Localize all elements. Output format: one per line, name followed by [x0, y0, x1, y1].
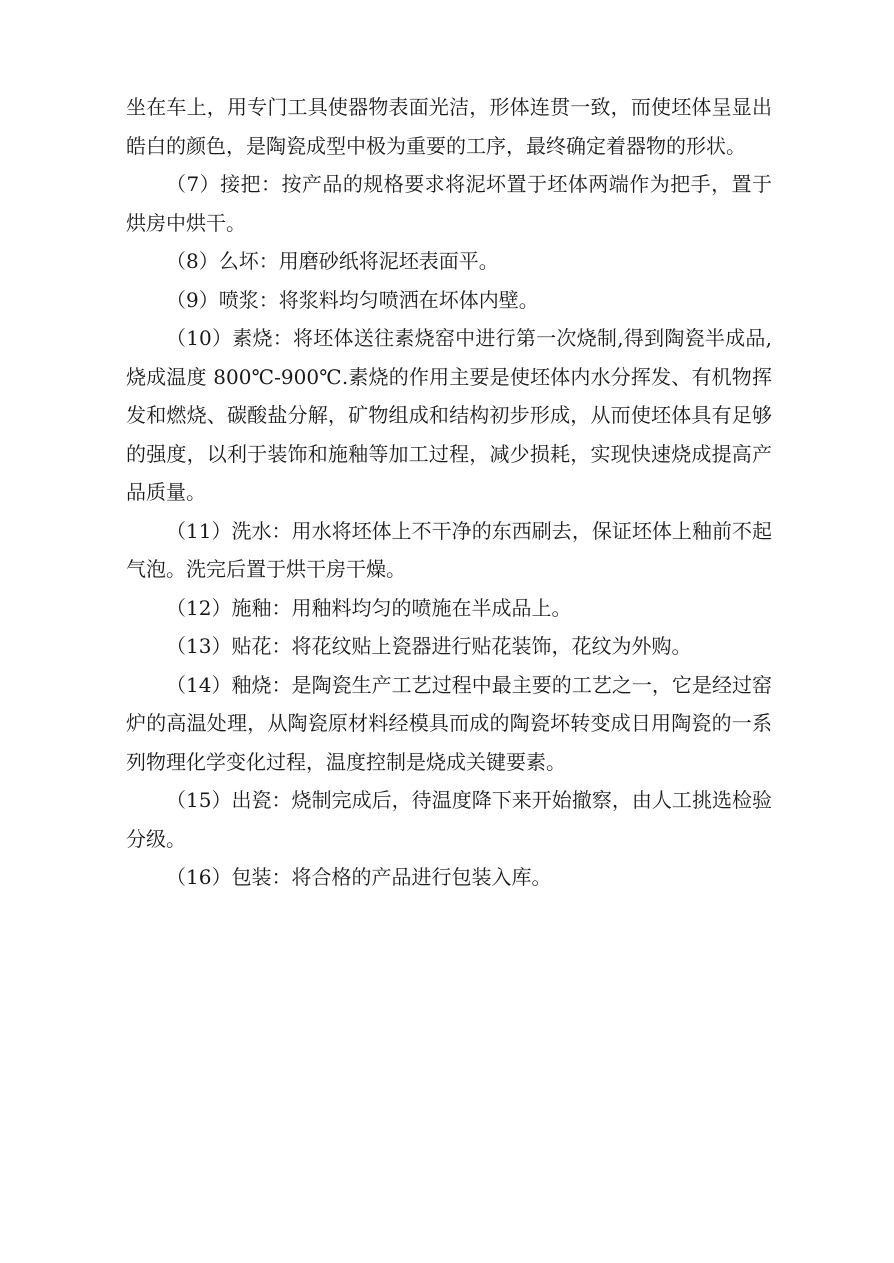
- body-text: [126, 88, 772, 897]
- paragraph-step-14: （14）釉烧：是陶瓷生产工艺过程中最主要的工艺之一，它是经过窑炉的高温处理，从陶瓷原材料经模具而成的陶瓷坏转变成日用陶瓷的一系列物理化学变化过程，温度控制是烧成关键要素。: [126, 672, 772, 774]
- paragraph-step-12: （12）施釉：用釉料均匀的喷施在半成品上。: [166, 595, 572, 620]
- paragraph-step-13: （13）贴花：将花纹贴上瓷器进行贴花装饰，花纹为外购。: [166, 634, 692, 658]
- paragraph-step-9: （9）喷浆：将浆料均匀喷洒在坏体内壁。: [166, 287, 539, 312]
- paragraph-step-16: （16）包装：将合格的产品进行包装入库。: [166, 865, 552, 889]
- paragraph-step-7: （7）接把：按产品的规格要求将泥坏置于坯体两端作为把手，置于烘房中烘干。: [126, 172, 772, 235]
- paragraph-step-8: （8）么坏：用磨砂纸将泥坯表面平。: [166, 249, 499, 273]
- paragraph-step-10: （10）素烧：将坯体送往素烧窑中进行第一次烧制,得到陶瓷半成品,烧成温度 800℃-900℃.素烧的作用主要是使坯体内水分挥发、有机物挥发和燃烧、碳酸盐分解，矿物组成和结构初步形成，从而使坯体具有足够的强度，以利于装饰和施釉等加工过程，减少损耗，实现快速烧成提高产品质量。: [126, 326, 772, 504]
- paragraph-step-15: （15）出瓷：烧制完成后，待温度降下来开始撤察，由人工挑选检验分级。: [126, 788, 772, 851]
- paragraph-continued: 坐在车上，用专门工具使器物表面光洁，形体连贯一致，而使坯体呈显出皓白的颜色，是陶瓷成型中极为重要的工序，最终确定着器物的形状。: [126, 95, 772, 158]
- paragraph-step-11: （11）洗水：用水将坯体上不干净的东西刷去，保证坯体上釉前不起气泡。洗完后置于烘干房干燥。: [126, 518, 772, 581]
